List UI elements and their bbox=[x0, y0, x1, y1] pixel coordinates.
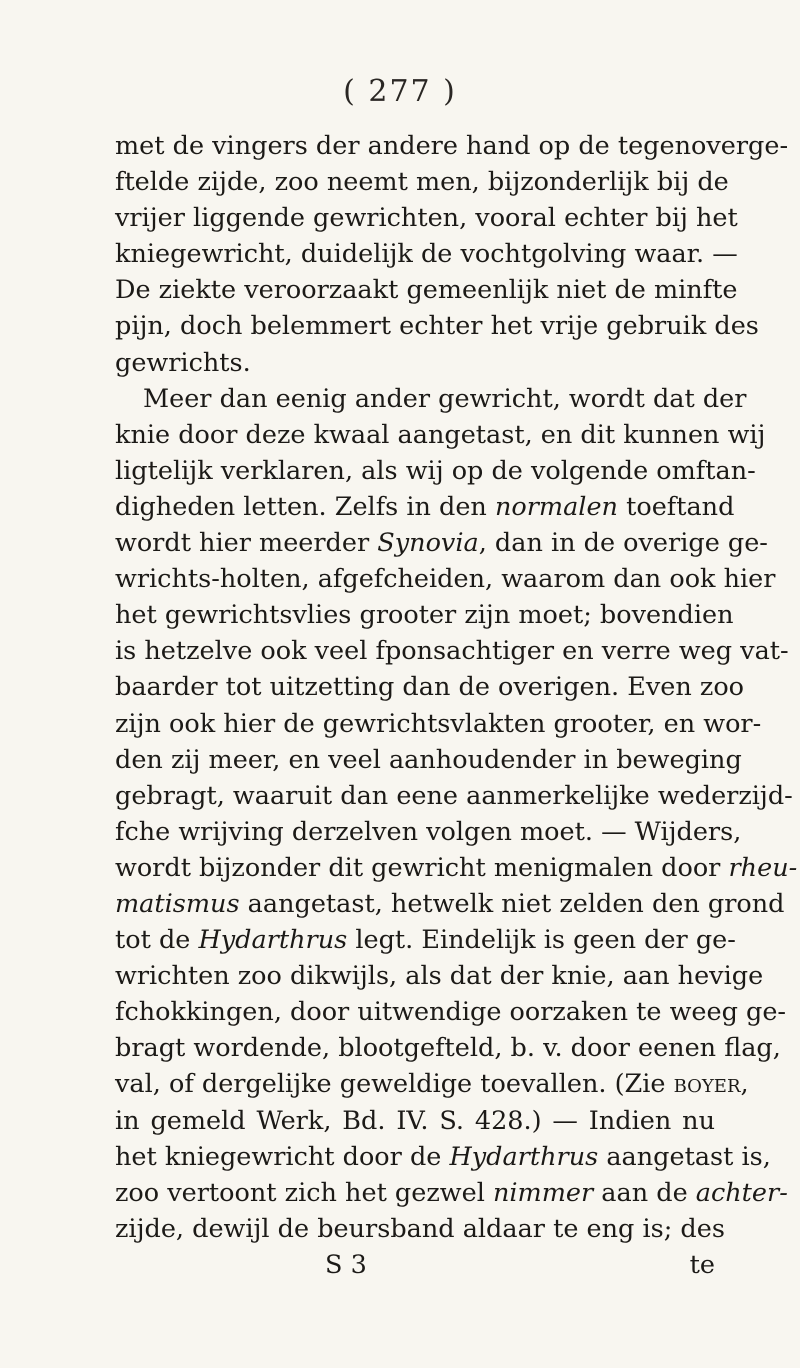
text-line: gebragt, waaruit dan eene aanmerkelijke wederzijd- bbox=[115, 780, 793, 811]
page-number: ( 277 ) bbox=[343, 74, 457, 109]
body-text bbox=[115, 128, 798, 1283]
text-line: in gemeld Werk, Bd. IV. S. 428.) — Indien nu bbox=[115, 1105, 715, 1136]
text-line: kniegewricht, duidelijk de vochtgolving waar. — bbox=[115, 239, 738, 270]
italic-term: Synovia bbox=[377, 528, 479, 559]
text-line: is hetzelve ook veel fponsachtiger en verre weg vat- bbox=[115, 636, 789, 667]
italic-term: Hydarthrus bbox=[198, 925, 348, 956]
text-line: wordt bijzonder dit gewricht menigmalen door rheu- bbox=[115, 852, 798, 883]
text-line: zoo vertoont zich het gezwel nimmer aan de achter- bbox=[115, 1177, 788, 1208]
italic-term: achter- bbox=[695, 1177, 788, 1208]
text-line-paragraph-start: Meer dan eenig ander gewricht, wordt dat der bbox=[143, 383, 747, 414]
text-line: digheden letten. Zelfs in den normalen toeftand bbox=[115, 491, 735, 522]
text-line: het gewrichtsvlies grooter zijn moet; bovendien bbox=[115, 600, 734, 631]
text-line: gewrichts. bbox=[115, 347, 251, 378]
text-line: vrijer liggende gewrichten, vooral echter bij het bbox=[115, 203, 738, 234]
text-line: val, of dergelijke geweldige toevallen. (Zie boyer, bbox=[115, 1069, 749, 1100]
text-line: zijn ook hier de gewrichtsvlakten grooter, en wor- bbox=[115, 708, 762, 739]
text-line: den zij meer, en veel aanhoudender in beweging bbox=[115, 744, 742, 775]
text-line: pijn, doch belemmert echter het vrije gebruik des bbox=[115, 311, 759, 342]
text-line: wrichts-holten, afgefcheiden, waarom dan ook hier bbox=[115, 564, 776, 595]
text-line: ligtelijk verklaren, als wij op de volgende omftan- bbox=[115, 455, 756, 486]
signature-mark: S 3 bbox=[325, 1249, 367, 1280]
text-line: matismus aangetast, hetwelk niet zelden den grond bbox=[115, 888, 785, 919]
text-line: knie door deze kwaal aangetast, en dit kunnen wij bbox=[115, 419, 766, 450]
text-line: De ziekte veroorzaakt gemeenlijk niet de minfte bbox=[115, 275, 738, 306]
text-line: fchokkingen, door uitwendige oorzaken te weeg ge- bbox=[115, 997, 787, 1028]
text-line: het kniegewricht door de Hydarthrus aangetast is, bbox=[115, 1141, 771, 1172]
text-line: tot de Hydarthrus legt. Eindelijk is geen der ge- bbox=[115, 925, 736, 956]
text-line: bragt wordende, blootgefteld, b. v. door eenen flag, bbox=[115, 1033, 781, 1064]
text-line: wrichten zoo dikwijls, als dat der knie, aan hevige bbox=[115, 961, 764, 992]
author-name: boyer bbox=[673, 1069, 741, 1100]
catch-line bbox=[115, 1247, 715, 1283]
text-line: met de vingers der andere hand op de tegenoverge- bbox=[115, 131, 789, 161]
catchword: te bbox=[689, 1249, 715, 1280]
italic-term: Hydarthrus bbox=[449, 1141, 599, 1172]
italic-term: rheu- bbox=[728, 852, 798, 883]
italic-term: matismus bbox=[115, 888, 240, 919]
text-line: wordt hier meerder Synovia, dan in de overige ge- bbox=[115, 528, 768, 559]
italic-term: normalen bbox=[494, 491, 618, 522]
text-line: ftelde zijde, zoo neemt men, bijzonderlijk bij de bbox=[115, 167, 729, 198]
italic-term: nimmer bbox=[492, 1177, 594, 1208]
text-line: fche wrijving derzelven volgen moet. — Wijders, bbox=[115, 816, 742, 847]
text-line: zijde, dewijl de beursband aldaar te eng is; des bbox=[115, 1213, 725, 1244]
text-line: baarder tot uitzetting dan de overigen. Even zoo bbox=[115, 672, 745, 703]
